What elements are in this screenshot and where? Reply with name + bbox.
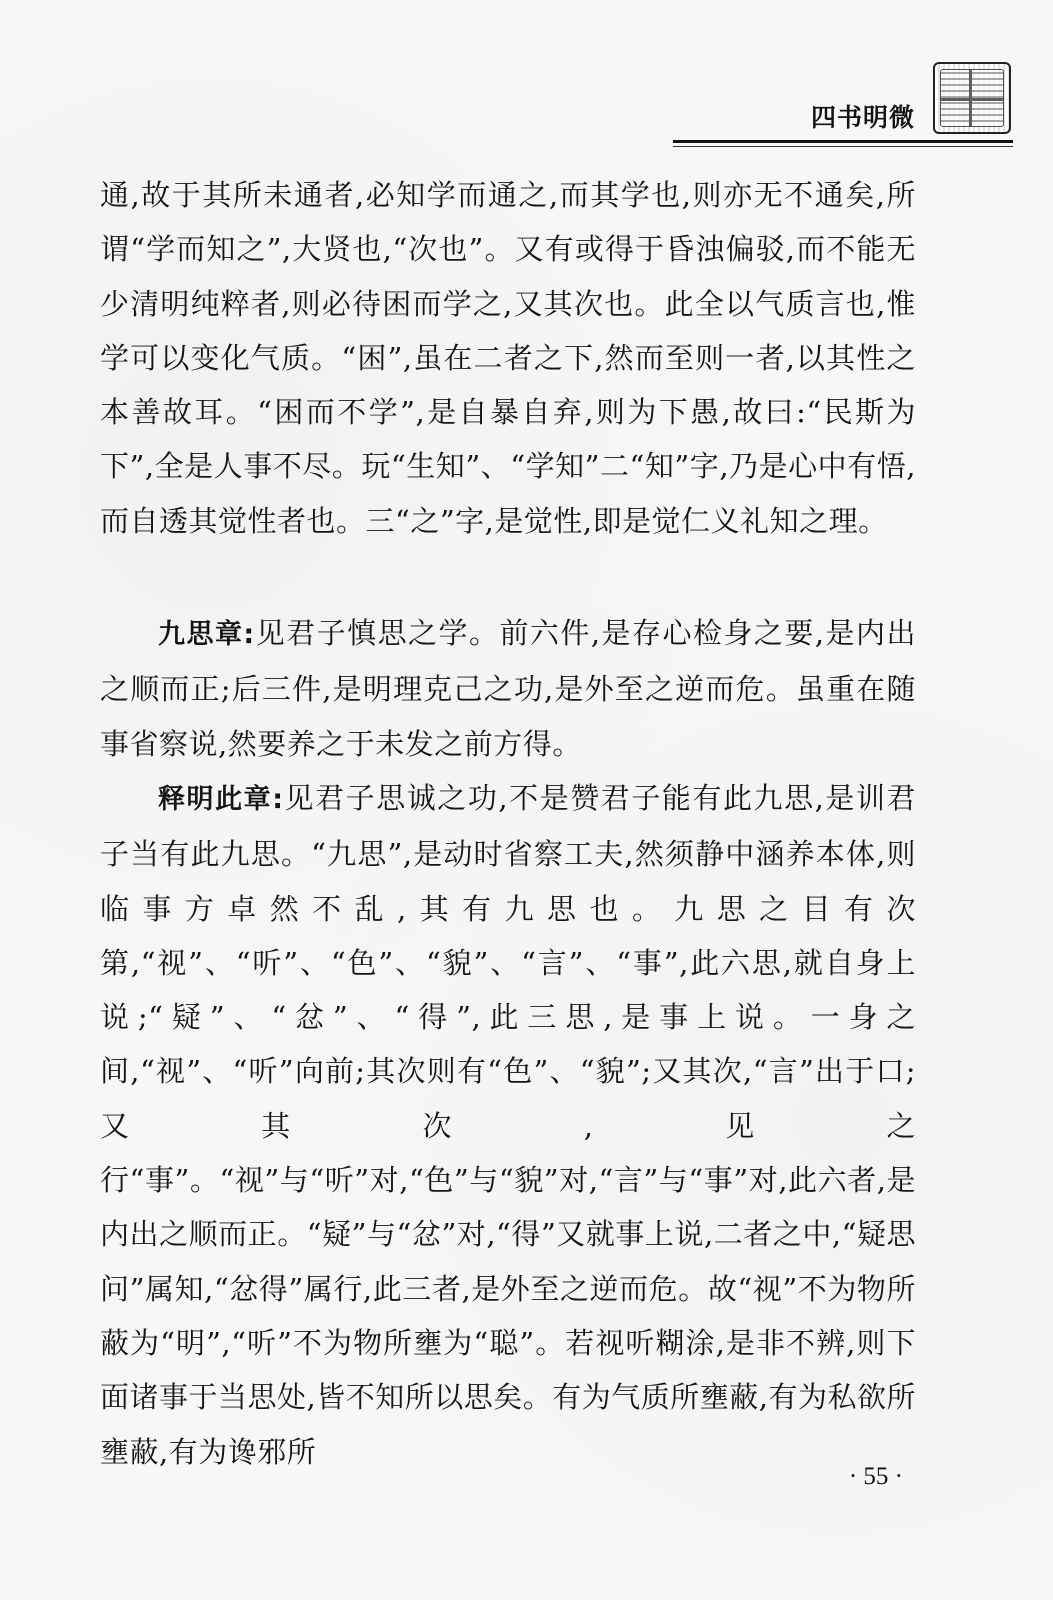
publisher-seal-icon	[933, 62, 1011, 134]
paragraph-nine-thoughts	[100, 606, 916, 771]
paragraph-text: 见君子思诚之功,不是赞君子能有此九思,是训君子当有此九思。“九思”,是动时省察工夫,然须静中涵养本体,则临事方卓然不乱,其有九思也。九思之目有次第,“视”、“听”、“色”、“貌”、“言”、“事”,此六思,就自身上说;“疑”、“忿”、“得”,此三思,是事上说。一身之间,“视”、“听”向前;其次则有“色”、“貌”;又其次,“言”出于口;又其次,见之行“事”。“视”与“听”对,“色”与“貌”对,“言”与“事”对,此六者,是内出之顺而正。“疑”与“忿”对,“得”又就事上说,二者之中,“疑思问”属知,“忿得”属行,此三者,是外至之逆而危。故“视”不为物所蔽为“明”,“听”不为物所壅为“聪”。若视听糊涂,是非不辨,则下面诸事于当思处,皆不知所以思矣。有为气质所壅蔽,有为私欲所壅蔽,有为谗邪所	[100, 780, 916, 1469]
section-gap	[100, 548, 916, 606]
paragraph-explanation	[100, 771, 916, 1479]
section-label: 释明此章:	[158, 783, 284, 815]
body-text	[100, 168, 916, 1479]
paragraph-text: 见君子慎思之学。前六件,是存心检身之要,是内出之顺而正;后三件,是明理克己之功,是外至之逆而危。虽重在随事省察说,然要养之于未发之前方得。	[100, 616, 916, 761]
book-title: 四书明微	[810, 103, 915, 132]
page-number: · 55 ·	[848, 1463, 903, 1490]
seal-pattern	[940, 69, 1004, 127]
paragraph-continuation	[100, 168, 916, 548]
header-rule	[673, 140, 1013, 143]
running-header	[673, 62, 1013, 148]
paragraph-text: 通,故于其所未通者,必知学而通之,而其学也,则亦无不通矣,所谓“学而知之”,大贤也,“次也”。又有或得于昏浊偏驳,而不能无少清明纯粹者,则必待困而学之,又其次也。此全以气质言也,惟学可以变化气质。“困”,虽在二者之下,然而至则一者,以其性之本善故耳。“困而不学”,是自暴自弃,则为下愚,故曰:“民斯为下”,全是人事不尽。玩“生知”、“学知”二“知”字,乃是心中有悟,而自透其觉性者也。三“之”字,是觉性,即是觉仁义礼知之理。	[100, 178, 916, 538]
header-rule-thin	[673, 146, 1013, 147]
section-label: 九思章:	[158, 619, 255, 651]
